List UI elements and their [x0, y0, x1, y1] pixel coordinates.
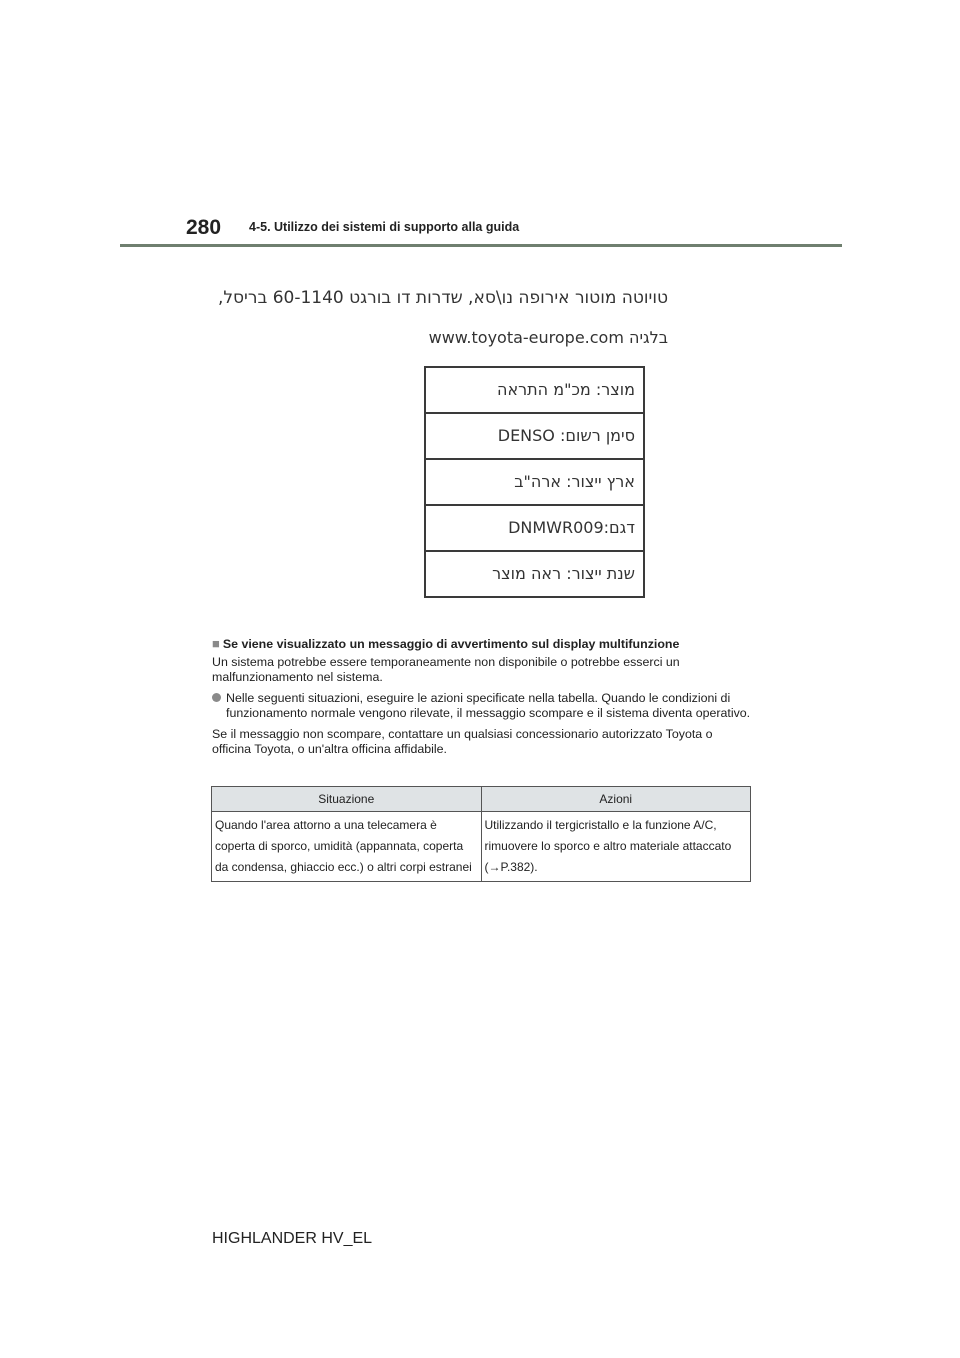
table-header-row: [212, 787, 751, 812]
intro-paragraph: Un sistema potrebbe essere temporaneamente non disponibile o potrebbe esserci un malfunzionamento nel sistema.: [212, 655, 680, 684]
label-website-line: בלגיה www.toyota-europe.com: [428, 328, 668, 347]
warning-heading-text: Se viene visualizzato un messaggio di avvertimento sul display multifunzione: [222, 637, 680, 651]
situation-cell: Quando l'area attorno a una telecamera è coperta di sporco, umidità (appannata, coperta da condensa, ghiaccio ecc.) o altri corpi estranei: [212, 812, 482, 882]
table-row: [212, 812, 751, 882]
label-row-year: שנת ייצור: ראה מוצר: [492, 564, 635, 583]
label-row-trademark: סימן רשום: DENSO: [426, 414, 643, 460]
bullet-text: Nelle seguenti situazioni, eseguire le azioni specificate nella tabella. Quando le condizioni di funzionamento normale vengono rilevate, il messaggio scompare e il sistema diventa operativo.: [226, 691, 751, 720]
column-header-actions: Azioni: [481, 787, 751, 812]
square-bullet-icon: ■: [212, 636, 220, 651]
contact-paragraph: Se il messaggio non scompare, contattare un qualsiasi concessionario autorizzato Toyota o officina Toyota, o un'altra officina affidabile.: [212, 727, 713, 756]
regulatory-label-image: [217, 282, 680, 612]
section-title: 4-5. Utilizzo dei sistemi di supporto alla guida: [249, 220, 520, 234]
warning-heading: [212, 636, 752, 652]
label-row-country: ארץ ייצור: ארה"ב: [426, 460, 643, 506]
page-number: 280: [186, 216, 222, 239]
action-cell: Utilizzando il tergicristallo e la funzione A/C, rimuovere lo sporco e altro materiale attaccato (→P.382).: [481, 812, 751, 882]
header-divider: [120, 244, 842, 247]
round-bullet-icon: [212, 693, 221, 702]
column-header-situation: Situazione: [212, 787, 482, 812]
content-body: [212, 636, 752, 763]
bullet-item: [212, 691, 752, 721]
label-info-box: [424, 366, 645, 598]
label-row-product: מוצר: מכ"מ התראה: [426, 368, 643, 414]
situation-actions-table: [211, 786, 751, 882]
footer-model: HIGHLANDER HV_EL: [212, 1230, 373, 1247]
label-address-line: טויוטה מוטור אירופה נו\סא, שדרות דו בורגט 60-1140 בריסל,: [217, 288, 668, 308]
label-row-model: דגם:DNMWR009: [426, 506, 643, 552]
